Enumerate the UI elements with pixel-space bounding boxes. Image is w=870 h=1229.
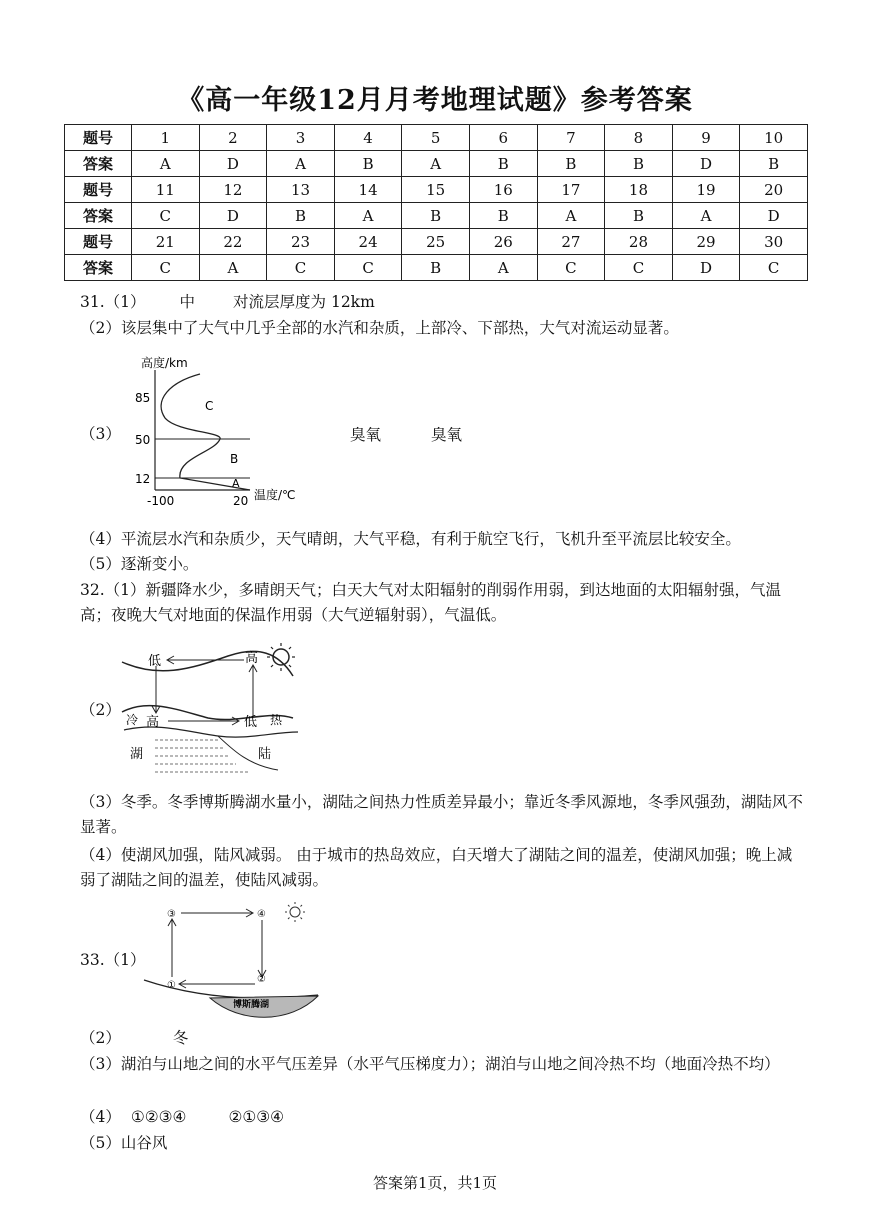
question-number-cell: 13 — [267, 177, 335, 203]
question-number-cell: 3 — [267, 125, 335, 151]
hot-label: 热 — [270, 713, 283, 727]
question-number-cell: 22 — [199, 229, 267, 255]
row-label-question-number: 题号 — [65, 229, 132, 255]
question-number-cell: 19 — [672, 177, 740, 203]
q31-part3-answer-a: 臭氧 — [350, 426, 382, 444]
answer-cell: C — [605, 255, 673, 281]
x-tick-20: 20 — [233, 494, 249, 508]
cold-label: 冷 — [126, 713, 139, 727]
question-number-cell: 5 — [402, 125, 470, 151]
q33-part1-label: 33.（1） — [80, 951, 146, 969]
answer-cell: A — [402, 151, 470, 177]
question-number-cell: 4 — [334, 125, 402, 151]
q33-part4-label: （4） — [80, 1108, 121, 1126]
question-number-cell: 28 — [605, 229, 673, 255]
q31-part1-answer-b: 对流层厚度为 12km — [233, 293, 375, 311]
answer-cell: D — [199, 203, 267, 229]
q32-part4: （4）使湖风加强，陆风减弱。 由于城市的热岛效应，白天增大了湖陆之间的温差，使湖风加强；晚上减弱了湖陆之间的温差，使陆风减弱。 — [80, 846, 793, 889]
question-number-cell: 23 — [267, 229, 335, 255]
question-number-row — [65, 229, 808, 255]
answer-cell: A — [334, 203, 402, 229]
answer-cell: D — [199, 151, 267, 177]
lake-label: 湖 — [130, 747, 144, 762]
question-number-cell: 14 — [334, 177, 402, 203]
answer-cell: A — [199, 255, 267, 281]
question-number-cell: 27 — [537, 229, 605, 255]
question-number-cell: 8 — [605, 125, 673, 151]
y-tick-50: 50 — [135, 433, 151, 447]
q32-part3: （3）冬季。冬季博斯腾湖水量小，湖陆之间热力性质差异最小；靠近冬季风源地，冬季风强劲，湖陆风不显著。 — [80, 793, 803, 836]
answer-cell: D — [672, 255, 740, 281]
question-number-cell: 9 — [672, 125, 740, 151]
answer-cell: B — [402, 255, 470, 281]
point-2-label: ② — [257, 974, 266, 985]
q31-part1-answer-a: 中 — [179, 293, 196, 311]
question-number-row — [65, 125, 808, 151]
point-3-label: ③ — [167, 909, 176, 920]
layer-label-b: B — [230, 452, 239, 466]
question-number-cell: 30 — [740, 229, 808, 255]
q31-part3-answer-b: 臭氧 — [431, 426, 463, 444]
question-number-cell: 1 — [132, 125, 200, 151]
q33-part2 — [80, 1027, 188, 1049]
q33-part3: （3）湖泊与山地之间的水平气压差异（水平气压梯度力）；湖泊与山地之间冷热不均（地面冷热不均） — [80, 1055, 780, 1073]
x-axis-label: 温度/℃ — [254, 488, 296, 502]
question-number-cell: 2 — [199, 125, 267, 151]
answer-cell: C — [740, 255, 808, 281]
q33-part4-answer-a: ①②③④ — [130, 1108, 187, 1126]
layer-label-a: A — [232, 477, 240, 490]
y-axis-label: 高度/km — [141, 356, 188, 370]
answer-cell: C — [537, 255, 605, 281]
question-number-cell: 11 — [132, 177, 200, 203]
q33-part4-answer-b: ②①③④ — [228, 1108, 285, 1126]
answer-cell: A — [469, 255, 537, 281]
upper-low-label: 低 — [148, 654, 162, 669]
temperature-curve — [161, 374, 250, 490]
sun-icon — [267, 643, 295, 671]
question-number-cell: 25 — [402, 229, 470, 255]
layer-label-c: C — [205, 399, 214, 413]
lake-name-label: 博斯腾湖 — [233, 1000, 270, 1010]
answer-cell: B — [537, 151, 605, 177]
answer-cell: B — [740, 151, 808, 177]
q32-part2-label: （2） — [80, 701, 121, 719]
x-tick-minus-100: -100 — [147, 494, 175, 508]
answer-cell: D — [672, 151, 740, 177]
question-number-cell: 12 — [199, 177, 267, 203]
lake-land-breeze-diagram — [118, 640, 308, 780]
row-label-answer: 答案 — [65, 151, 132, 177]
lower-low-label: 低 — [244, 715, 258, 730]
page-footer: 答案第1页，共1页 — [372, 1174, 498, 1192]
y-tick-85: 85 — [135, 391, 151, 405]
question-number-cell: 18 — [605, 177, 673, 203]
y-tick-12: 12 — [135, 472, 151, 486]
question-number-cell: 6 — [469, 125, 537, 151]
answer-cell: C — [132, 203, 200, 229]
question-number-cell: 21 — [132, 229, 200, 255]
question-number-cell: 26 — [469, 229, 537, 255]
point-1-label: ① — [167, 980, 176, 991]
q31-part1 — [80, 291, 375, 313]
answer-cell: B — [605, 151, 673, 177]
q33-part4 — [80, 1106, 284, 1128]
lake-mountain-circulation-diagram — [140, 900, 325, 1025]
q32-part1: 32.（1）新疆降水少，多晴朗天气；白天大气对太阳辐射的削弱作用弱，到达地面的太阳辐射强，气温高；夜晚大气对地面的保温作用弱（大气逆辐射弱），气温低。 — [80, 581, 782, 624]
answer-cell: A — [537, 203, 605, 229]
question-number-cell: 24 — [334, 229, 402, 255]
answer-cell: A — [267, 151, 335, 177]
answer-cell: B — [605, 203, 673, 229]
row-label-answer: 答案 — [65, 255, 132, 281]
q31-part2: （2）该层集中了大气中几乎全部的水汽和杂质，上部冷、下部热，大气对流运动显著。 — [80, 319, 679, 337]
lower-high-label: 高 — [146, 715, 160, 730]
answer-table — [64, 124, 808, 281]
answer-row — [65, 151, 808, 177]
q33-part2-answer: 冬 — [172, 1029, 189, 1047]
answer-cell: A — [132, 151, 200, 177]
row-label-question-number: 题号 — [65, 125, 132, 151]
answer-cell: B — [267, 203, 335, 229]
q33-part2-label: （2） — [80, 1029, 121, 1047]
upper-high-label: 高 — [245, 651, 259, 666]
q31-part1-label: 31.（1） — [80, 293, 146, 311]
answer-cell: D — [740, 203, 808, 229]
land-label: 陆 — [258, 747, 272, 762]
answer-cell: B — [469, 203, 537, 229]
answer-row — [65, 255, 808, 281]
question-number-row — [65, 177, 808, 203]
question-number-cell: 10 — [740, 125, 808, 151]
question-number-cell: 20 — [740, 177, 808, 203]
answer-cell: C — [267, 255, 335, 281]
page-title: 《高一年级12月月考地理试题》参考答案 — [177, 85, 693, 116]
point-4-label: ④ — [257, 909, 266, 920]
answer-cell: B — [402, 203, 470, 229]
answer-cell: A — [672, 203, 740, 229]
answer-cell: C — [132, 255, 200, 281]
atmosphere-temperature-diagram — [125, 352, 320, 512]
q31-part3-answers — [350, 424, 462, 446]
q31-part3-label: （3） — [80, 425, 121, 443]
sun-icon — [285, 902, 305, 922]
question-number-cell: 15 — [402, 177, 470, 203]
question-number-cell: 16 — [469, 177, 537, 203]
row-label-question-number: 题号 — [65, 177, 132, 203]
q31-part5: （5）逐渐变小。 — [80, 555, 199, 573]
question-number-cell: 29 — [672, 229, 740, 255]
answer-row — [65, 203, 808, 229]
question-number-cell: 17 — [537, 177, 605, 203]
q31-part4: （4）平流层水汽和杂质少，天气晴朗，大气平稳，有利于航空飞行，飞机升至平流层比较安全。 — [80, 530, 741, 548]
question-number-cell: 7 — [537, 125, 605, 151]
answer-cell: C — [334, 255, 402, 281]
row-label-answer: 答案 — [65, 203, 132, 229]
q33-part5: （5）山谷风 — [80, 1134, 168, 1152]
answer-cell: B — [469, 151, 537, 177]
answer-cell: B — [334, 151, 402, 177]
